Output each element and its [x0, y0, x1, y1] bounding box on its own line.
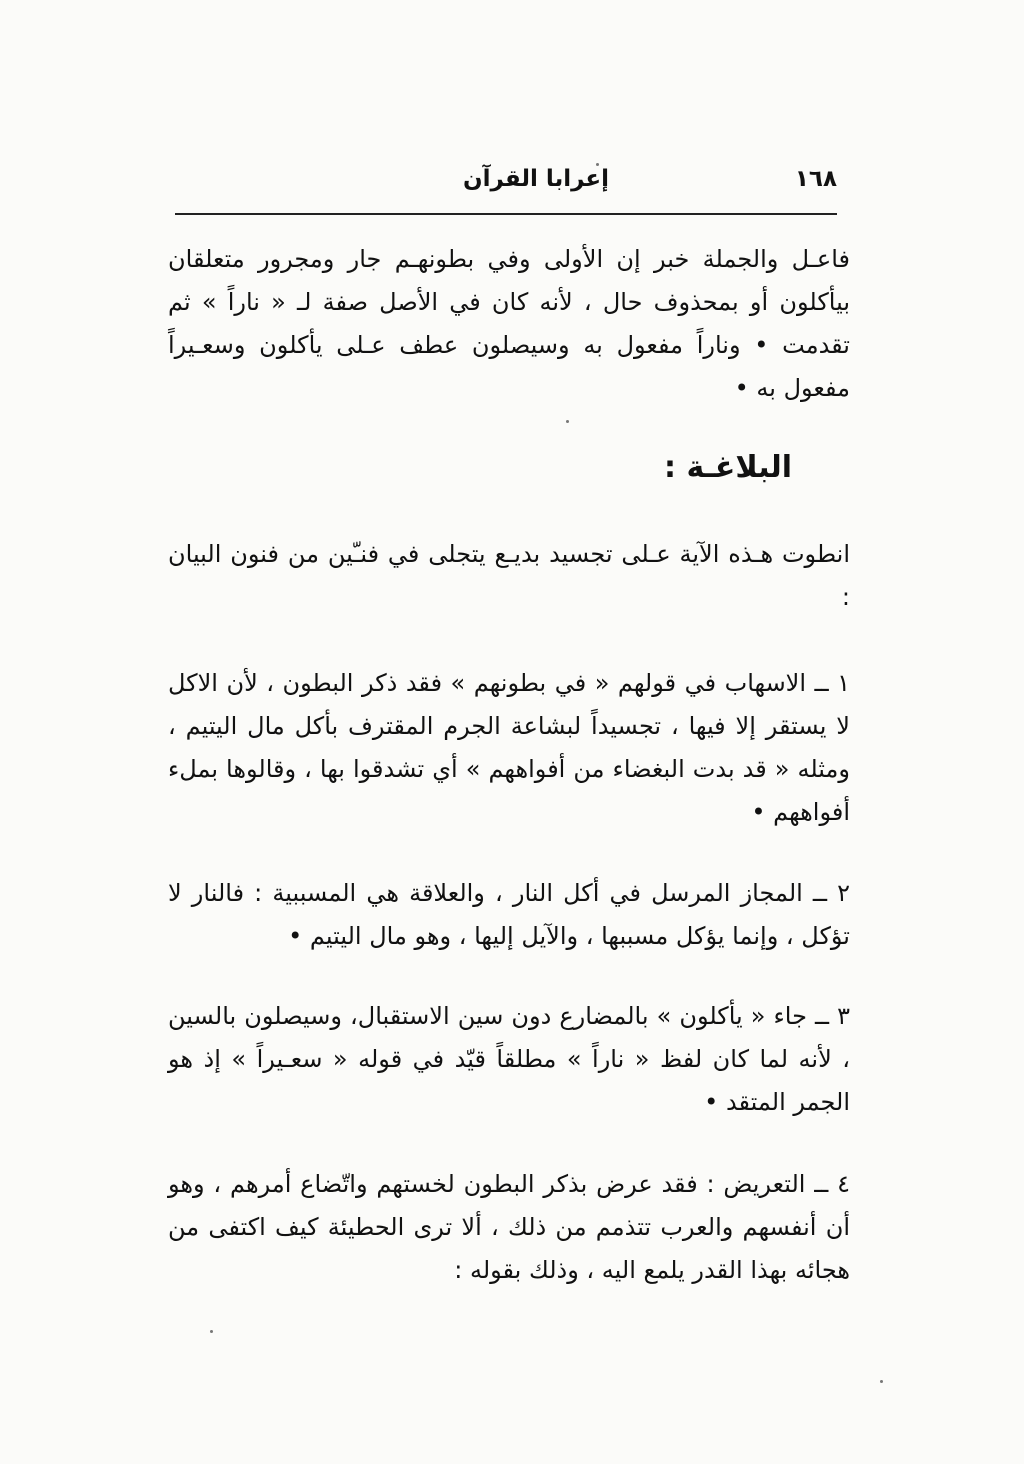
- point-4: ٤ ــ التعريض : فقد عرض بذكر البطون لخستهم واتّضاع أمرهم ، وهو أن أنفسهم والعرب تتذمم من ذلك ، ألا ترى الحطيئة كيف اكتفى من هجائه بهذا القدر يلمع اليه ، وذلك بقوله :: [168, 1170, 850, 1284]
- scan-speck: [566, 420, 569, 423]
- point-2: ٢ ــ المجاز المرسل في أكل النار ، والعلاقة هي المسببية : فالنار لا تؤكل ، وإنما يؤكل مسببها ، والآيل إليها ، وهو مال اليتيم •: [168, 879, 850, 950]
- header-rule: [175, 213, 837, 215]
- point-1: ١ ــ الاسهاب في قولهم « في بطونهم » فقد ذكر البطون ، لأن الاكل لا يستقر إلا فيها ، تجسيداً لبشاعة الجرم المقترف بأكل مال اليتيم ، ومثله « قد بدت البغضاء من أفواههم » أي تشدقوا بها ، وقالوها بملء أفواههم •: [168, 669, 850, 826]
- scan-speck: [596, 163, 599, 166]
- point-3: ٣ ــ جاء « يأكلون » بالمضارع دون سين الاستقبال، وسيصلون بالسين ، لأنه لما كان لفظ « ناراً » مطلقاً قيّد في قوله « سعـيراً » إذ هو الجمر المتقد •: [168, 1002, 850, 1116]
- page-number: ١٦٨: [794, 166, 837, 192]
- scan-speck: [210, 1330, 213, 1333]
- running-title: إعرابا القرآن: [463, 166, 609, 192]
- intro-paragraph: انطوت هـذه الآية عـلى تجسيد بديـع يتجلى في فنـّين من فنون البيان :: [168, 540, 850, 611]
- scan-speck: [880, 1380, 883, 1383]
- grammar-paragraph: فاعـل والجملة خبر إن الأولى وفي بطونهـم جار ومجرور متعلقان بيأكلون أو بمحذوف حال ، لأنه كان في الأصل صفة لـ « ناراً » ثم تقدمت • وناراً مفعول به وسيصلون عطف عـلى يأكلون وسعـيراً مفعول به •: [168, 245, 850, 402]
- section-heading: البلاغـة :: [664, 450, 792, 485]
- page-header: [175, 160, 837, 200]
